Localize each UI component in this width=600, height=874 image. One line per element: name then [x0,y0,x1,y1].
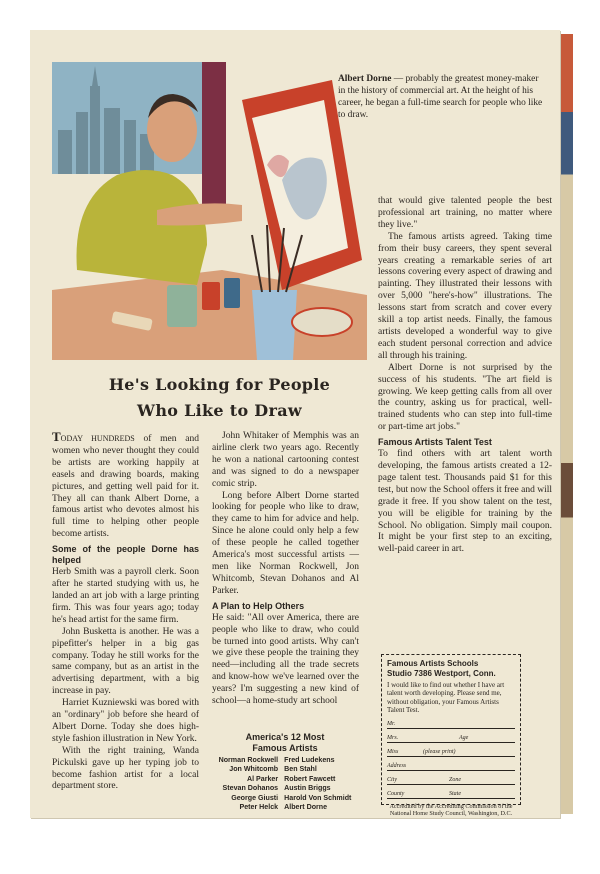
paragraph: With the right training, Wanda Pickulski gave up her typing job to become fashion artist for a local department store. [52,745,199,792]
field-hint: (please print) [423,748,456,755]
artists-table [216,756,355,812]
field-label: Address [387,762,407,769]
famous-artists-list [210,732,360,812]
paragraph: that would give talented people the best professional art training, no matter where they live." [378,196,552,230]
illustration-caption [338,73,548,121]
headline-line-2: Who Like to Draw [137,401,302,420]
list-heading-1: America's 12 Most [245,732,325,742]
name-field-mr[interactable] [387,716,515,729]
subheading: A Plan to Help Others [212,600,305,611]
artist-name: Stevan Dohanos [222,784,279,793]
headline [52,372,387,424]
drop-cap: T [52,429,61,444]
subheading: Famous Artists Talent Test [378,437,492,448]
list-heading-2: Famous Artists [252,743,318,753]
table-row [216,765,355,774]
headline-line-1: He's Looking for People [108,375,331,394]
article-column-3 [378,196,552,556]
artist-name: Robert Fawcett [284,774,336,783]
paragraph: Long before Albert Dorne started looking for people who like to draw, they came to him for advice and help. Since he alone could only help a few of these people he called together America's most successful artists —men like Norman Rockwell, Jon Whitcomb, Stevan Dohanos and Al Parker. [212,490,359,596]
coupon-heading-2: Studio 7386 Westport, Conn. [387,669,496,678]
county-state-field[interactable] [387,786,515,799]
table-row [216,794,355,803]
paragraph: To find others with art talent worth developing, the famous artists created a 12-page talent test. Thousands paid $1 for this test, but now the School offers it free and will grade it free. If you show talent on the test, you will be eligible for training by the School. No obligation. Simply mail coupon. It might be your first step to an exciting, well-paid career in art. [378,449,552,555]
artist-name: Al Parker [246,774,279,783]
artist-name: Albert Dorne [284,803,328,812]
curtain [202,62,226,212]
paragraph: Harriet Kuzniewski was bored with an "ordinary" job before she heard of Albert Dorne. Today she does high-style fashion illustration in New York. [52,698,199,744]
artist-name: Harold Von Schmidt [284,793,352,802]
artist-name: Ben Stahl [284,765,317,774]
mail-coupon[interactable] [381,654,521,818]
table-row [216,775,355,784]
caption-name: Albert Dorne [338,74,392,84]
next-page-edge [561,34,573,814]
field-label: State [449,790,461,797]
field-label: Miss [387,748,399,755]
field-label: City [387,776,397,783]
paragraph: John Whitaker of Memphis was an airline clerk two years ago. Recently he won a national cartooning contest and was signed to do a newspaper comic strip. [212,431,359,489]
table-row [216,784,355,793]
paragraph: He said: "All over America, there are people who like to draw, who could be turned into good artists. Why can't we give these people the training they need—including all the trade secrets and know-how we've learned over the years? I'm suggesting a new kind of school—a home-study art school [212,612,359,707]
name-field-mrs[interactable] [387,730,515,743]
coupon-body: I would like to find out whether I have art talent worth developing. Please send me, without obligation, your Famous Artists Talent Test. [387,681,505,715]
address-field[interactable] [387,758,515,771]
paragraph: Herb Smith was a payroll clerk. Soon after he started studying with us, he landed an art job with a large printing firm. This was four years ago; today he's head artist for the same firm. [52,567,199,625]
name-field-miss[interactable] [387,744,515,757]
artist-name: Jon Whitcomb [229,765,279,774]
table-row [216,756,355,765]
table-row [216,803,355,812]
caption-text: — probably the greatest money-maker in the history of commercial art. At the height of his career, he began a full-time search for people who like to draw. [338,74,543,120]
city-zone-field[interactable] [387,772,515,785]
paragraph: Albert Dorne is not surprised by the success of his students. "The art field is growing. We keep getting calls from all over the country, asking us for practical, well-trained students who can step into full-time or part-time art jobs." [378,362,552,433]
article-column-2 [212,431,359,708]
accreditation-note: Accredited by the Accrediting Commission of the National Home Study Council, Washington, D.C. [389,802,513,818]
artist-name: Peter Helck [239,803,279,812]
artist-name: Austin Briggs [284,784,331,793]
paragraph: The famous artists agreed. Taking time from their busy careers, they spent several years creating a remarkable series of art lessons covering every aspect of drawing and painting. They illustrated their lessons with over 5,000 "here's-how" illustrations. The lessons start from scratch and cover every skill a top artist needs. Finally, the famous artists developed a wonderful way to give each student personal correction and advice all through his training. [378,231,552,361]
paragraph [52,431,199,541]
coupon-heading-1: Famous Artists Schools [387,659,479,668]
field-label: County [387,790,405,797]
field-label: Zone [449,776,461,783]
artist-shirt [77,170,208,285]
artist-name: George Giusti [231,793,279,802]
artist-name: Norman Rockwell [218,756,279,764]
paragraph-text: of men and women who never thought they could be artists are working happily at easels and drawing boards, making pictures, and getting well paid for it. They all can thank Albert Dorne, a famous artist who devotes almost his full time to helping other people become artists. [52,434,199,540]
brush-jar [252,290,297,360]
artist-name: Fred Ludekens [284,756,335,764]
albert-dorne-illustration [52,60,367,360]
field-label: Mrs. [387,734,399,741]
water-bowl [292,308,352,336]
field-label: Age [459,734,469,741]
field-label: Mr. [387,720,396,727]
paragraph: John Busketta is another. He was a pipefitter's helper in a big gas company. Today he still works for the same company, but as an artist in the advertising department, with a big increase in pay. [52,626,199,697]
article-column-1 [52,431,199,793]
small-caps-lead: ODAY HUNDREDS [60,434,135,443]
subheading: Some of the people Dorne has helped [52,544,199,566]
